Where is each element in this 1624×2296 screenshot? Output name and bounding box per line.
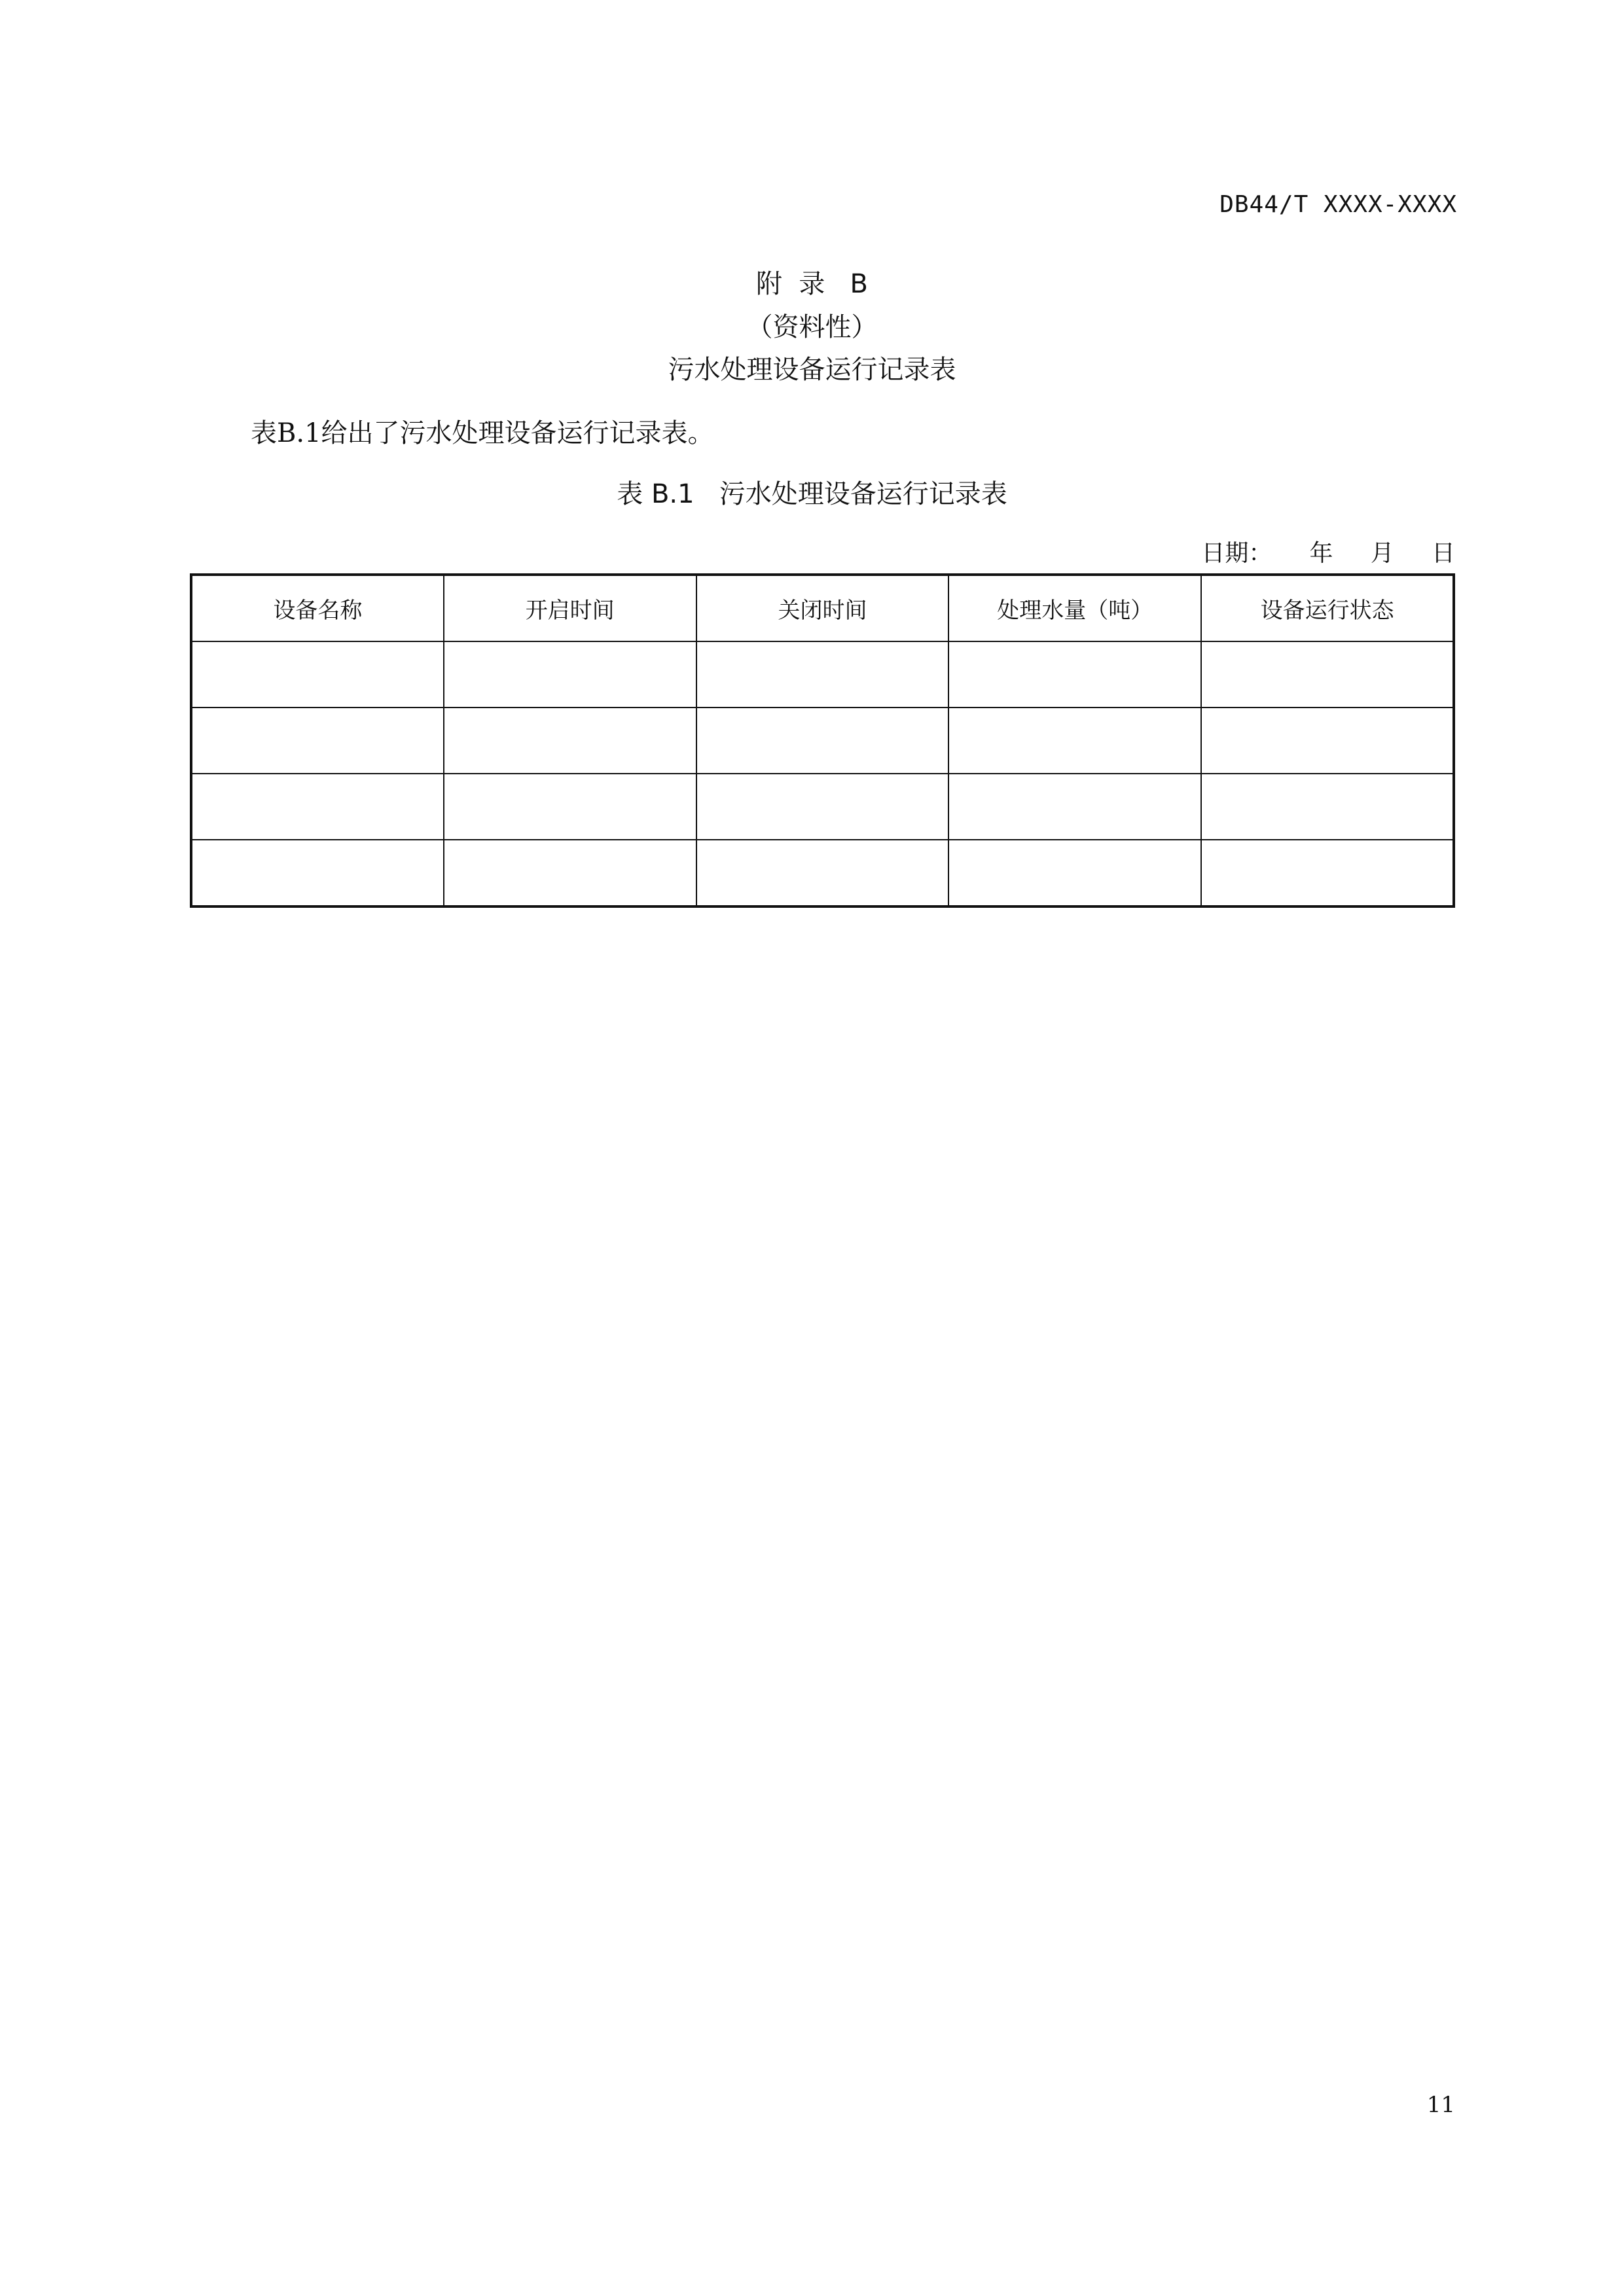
table-cell: [948, 840, 1201, 906]
table-cell: [1201, 774, 1454, 840]
table-row: [191, 774, 1454, 840]
table-cell: [696, 708, 949, 774]
table-cell: [948, 774, 1201, 840]
table-row: [191, 641, 1454, 708]
table-header-row: [191, 575, 1454, 641]
record-table: [190, 573, 1455, 908]
table-cell: [1201, 708, 1454, 774]
table-cell: [191, 840, 444, 906]
table-row: [191, 840, 1454, 906]
table-cell: [696, 840, 949, 906]
table-row: [191, 708, 1454, 774]
table-cell: [444, 840, 696, 906]
intro-paragraph: 表B.1给出了污水处理设备运行记录表。: [251, 418, 714, 448]
table-cell: [948, 708, 1201, 774]
table-cell: [948, 641, 1201, 708]
header-water-volume: 处理水量（吨）: [948, 575, 1201, 641]
header-run-status: 设备运行状态: [1201, 575, 1454, 641]
date-line: 日期： 年 月 日: [1201, 540, 1455, 567]
table-cell: [444, 774, 696, 840]
table-cell: [444, 708, 696, 774]
table-cell: [444, 641, 696, 708]
header-start-time: 开启时间: [444, 575, 696, 641]
header-device-name: 设备名称: [191, 575, 444, 641]
table-cell: [1201, 641, 1454, 708]
appendix-name: 污水处理设备运行记录表: [668, 355, 956, 385]
page-number: 11: [1426, 2092, 1455, 2118]
table-cell: [1201, 840, 1454, 906]
table-cell: [696, 774, 949, 840]
table-cell: [191, 774, 444, 840]
table-caption: 表 B.1 污水处理设备运行记录表: [617, 479, 1007, 509]
appendix-title: 附 录 B: [755, 269, 868, 299]
table-cell: [191, 708, 444, 774]
table-cell: [696, 641, 949, 708]
table-cell: [191, 641, 444, 708]
appendix-type: （资料性）: [746, 312, 878, 342]
header-stop-time: 关闭时间: [696, 575, 949, 641]
document-code: DB44/T XXXX-XXXX: [1219, 191, 1457, 218]
